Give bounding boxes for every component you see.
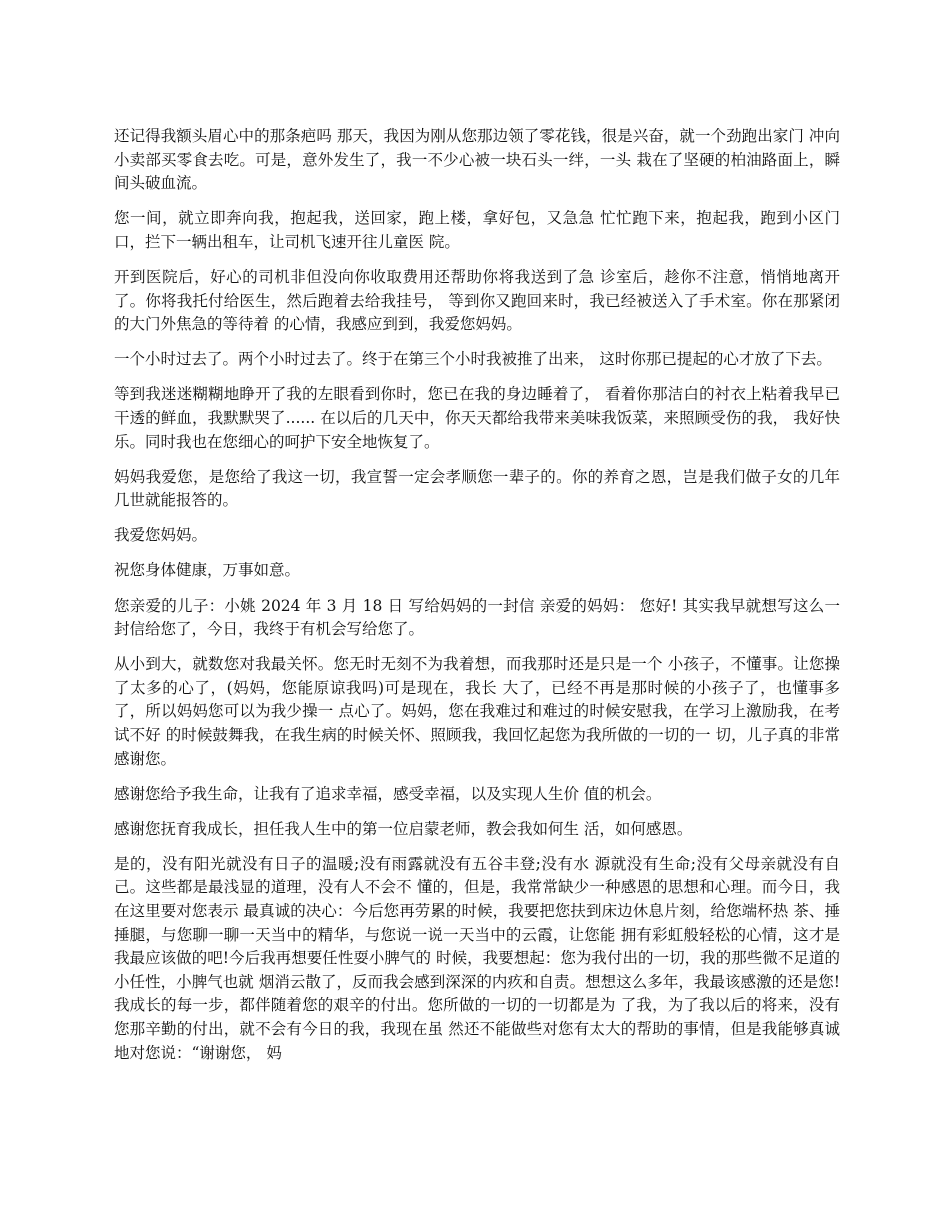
letter-body [114, 125, 840, 1065]
paragraph-wishes: 祝您身体健康，万事如意。 [114, 561, 301, 580]
paragraph-forehead-scar: 还记得我额头眉心中的那条疤吗 那天，我因为刚从您那边领了零花钱，很是兴奋，就一个劲跑出家门 冲向小卖部买零食去吃。可是，意外发生了，我一不少心被一块石头一绊，一头 栽在了坚硬的柏油路面上，瞬间头破血流。 [114, 127, 840, 193]
paragraph-rush-to-hospital: 您一间，就立即奔向我，抱起我，送回家，跑上楼，拿好包，又急急 忙忙跑下来，抱起我，跑到小区门口，拦下一辆出租车，让司机飞速开往儿童医 院。 [114, 209, 840, 251]
paragraph-resolution: 是的，没有阳光就没有日子的温暖;没有雨露就没有五谷丰登;没有水 源就没有生命;没有父母亲就没有自己。这些都是最浅显的道理，没有人不会不 懂的，但是，我常常缺少一种感恩的思想和心理。而今日，我在这里要对您表示 最真诚的决心：今后您再劳累的时候，我要把您扶到床边休息片刻，给您端杯热 茶、捶捶腿，与您聊一聊一天当中的精华，与您说一说一天当中的云霞，让您能 拥有彩虹般轻松的心情，这才是我最应该做的吧!今后我再想要任性耍小脾气的 时候，我要想起：您为我付出的一切，我的那些微不足道的小任性，小脾气也就 烟消云散了，反而我会感到深深的内疚和自责。想想这么多年，我最该感激的还是您!我成长的每一步，都伴随着您的艰辛的付出。您所做的一切的一切都是为 了我，为了我以后的将来，没有您那辛勤的付出，就不会有今日的我，我现在虽 然还不能做些对您有太大的帮助的事情，但是我能够真诚地对您说：“谢谢您， 妈 [114, 854, 840, 1062]
paragraph-gratitude: 妈妈我爱您，是您给了我这一切，我宣誓一定会孝顺您一辈子的。你的养育之恩，岂是我们做子女的几年几世就能报答的。 [114, 467, 840, 510]
paragraph-growing-up: 从小到大，就数您对我最关怀。您无时无刻不为我着想，而我那时还是只是一个 小孩子，不懂事。让您操了太多的心了，(妈妈，您能原谅我吗)可是现在，我长 大了，已经不再是那时候的小孩子了，也懂事多了，所以妈妈您可以为我少操一 点心了。妈妈，您在我难过和难过的时候安慰我，在学习上激励我，在考试不好 的时候鼓舞我，在我生病的时候关怀、照顾我，我回忆起您为我所做的一切的一 切，儿子真的非常感谢您。 [114, 655, 840, 768]
paragraph-waking-up: 等到我迷迷糊糊地睁开了我的左眼看到你时，您已在我的身边睡着了， 看着你那洁白的衬衣上粘着我早已干透的鲜血，我默默哭了...... 在以后的几天中，你天天都给我带来美味我饭菜，来照顾受伤的我， 我好快乐。同时我也在您细心的呵护下安全地恢复了。 [114, 385, 840, 451]
paragraph-thanks-for-life: 感谢您给予我生命，让我有了追求幸福，感受幸福，以及实现人生价 值的机会。 [114, 784, 662, 803]
paragraph-at-hospital: 开到医院后，好心的司机非但没向你收取费用还帮助你将我送到了急 诊室后，趁你不注意，悄悄地离开了。你将我托付给医生，然后跑着去给我挂号， 等到你又跑回来时，我已经被送入了手术室。你在那紧闭的大门外焦急的等待着 的心情，我感应到到，我爱您妈妈。 [114, 267, 840, 334]
paragraph-thanks-for-raising: 感谢您抚育我成长，担任我人生中的第一位启蒙老师，教会我如何生 活，如何感恩。 [114, 819, 693, 838]
paragraph-surgery-hours: 一个小时过去了。两个小时过去了。终于在第三个小时我被推了出来， 这时你那已提起的心才放了下去。 [114, 350, 832, 369]
paragraph-signature-and-second-letter: 您亲爱的儿子：小姚 2024 年 3 月 18 日 写给妈妈的一封信 亲爱的妈妈： 您好! 其实我早就想写这么一封信给您了，今日，我终于有机会写给您了。 [114, 596, 840, 639]
paragraph-love-you: 我爱您妈妈。 [114, 526, 208, 545]
